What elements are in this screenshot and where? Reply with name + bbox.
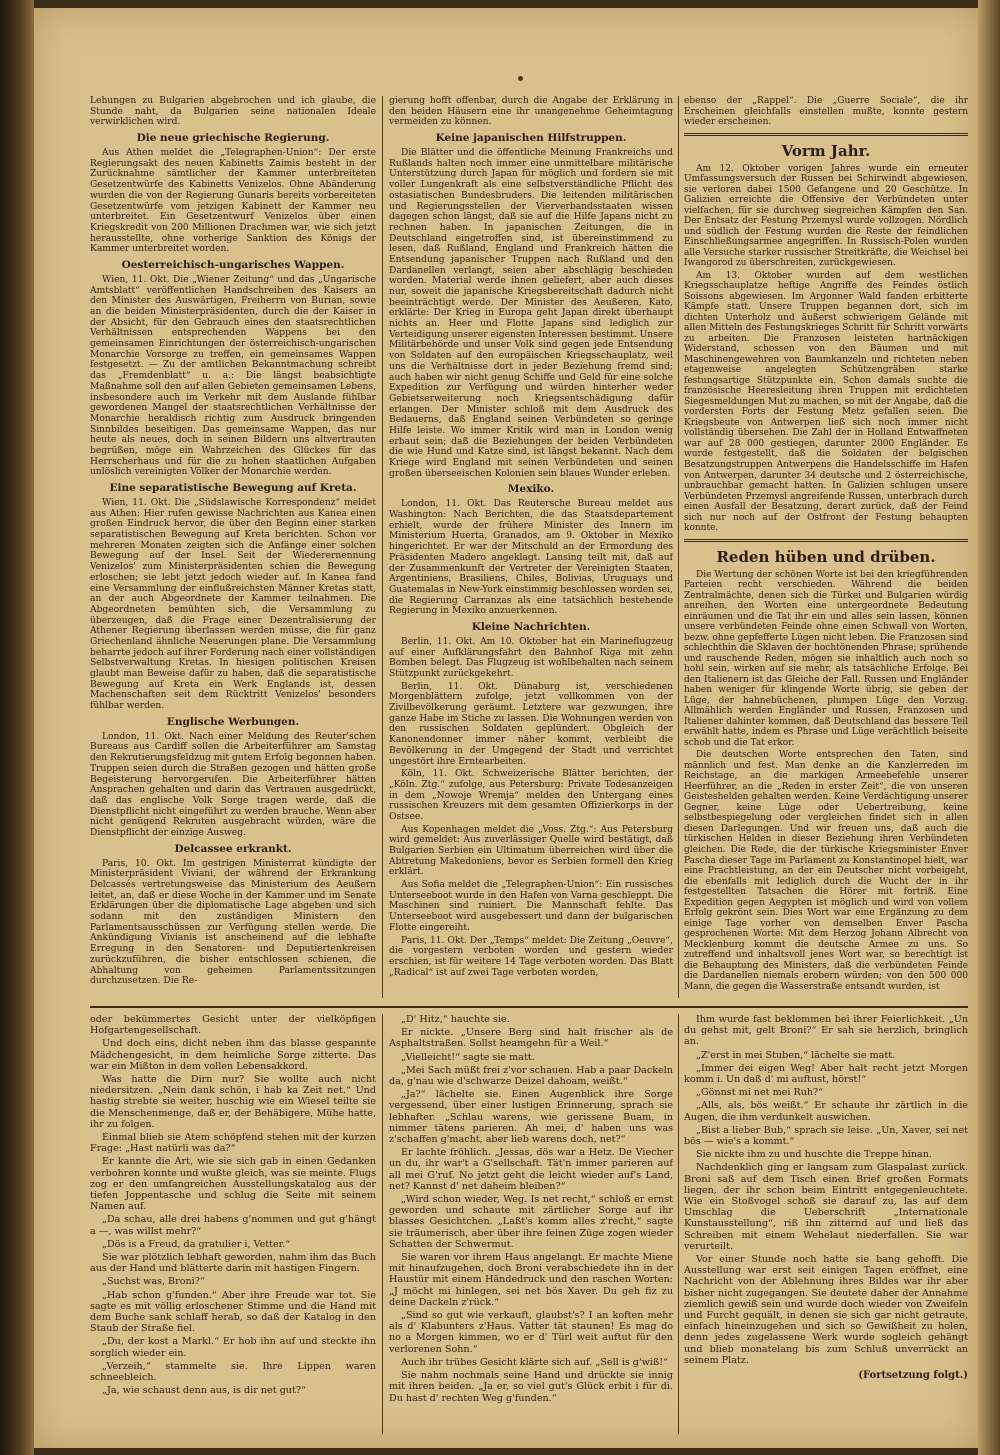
article-paragraph: Sie war plötzlich lebhaft geworden, nahm ihm das Buch aus der Hand und blätterte darin mit hastigen Fingern.: [90, 1252, 376, 1275]
article-paragraph: Paris, 10. Okt. Im gestrigen Ministerrat kündigte der Ministerpräsident Viviani, der während der Erkrankung Delcassés vertretungsweise das Ministerium des Aeußern leitet, an, daß er diese Woche in der Kammer und im Senate Erklärungen über die diplomatische Lage abgeben und sich sodann mit den zuständigen Ministern den Parlamentsausschüssen zur Verfügung stellen werde. Die Ankündigung Vivianis ist anscheinend auf die lebhafte Erregung in den Senatoren- und Deputiertenkreisen zurückzuführen, die bisher entschlossen schienen, die Abhaltung von geheimen Parlamentssitzungen durchzusetzen. Die Re-: [90, 858, 376, 987]
upper-column-1: [90, 96, 376, 998]
article-paragraph: Wien, 11. Okt. Die „Wiener Zeitung“ und das „Ungarische Amtsblatt“ veröffentlichen Handschreiben des Kaisers an den Minister des Auswärtigen, Freiherrn von Burian, sowie an die beiden Ministerpräsidenten, durch die der Kaiser in der Absicht, für den Gebrauch eines den staatsrechtlichen Verhältnissen entsprechenden Wappens bei den gemeinsamen Einrichtungen der österreichisch-ungarischen Monarchie Vorsorge zu treffen, ein gemeinsames Wappen festgesetzt. — Zu der amtlichen Bekanntmachung schreibt das „Fremdenblatt“ u. a.: Die längst beabsichtigte Maßnahme soll den auf allen Gebieten gemeinsamen Lebens, insbesondere auch im Verkehr mit dem Auslande fühlbar gewordenen Mangel der staatsrechtlichen Verhältnisse der Monarchie heraldisch richtig zum Ausdruck bringenden Sinnbildes beseitigen. Das gemeinsame Wappen, das nur heute als neues, doch in seinen Bildern uns altvertrauten begrüßen, möge ein Wahrzeichen des Glückes für das Herrscherhaus und für die zu hohen staatlichen Aufgaben unlöslich vereinigten Völker der Monarchie werden.: [90, 274, 376, 478]
article-paragraph: Lehungen zu Bulgarien abgebrochen und ich glaube, die Stunde naht, da Bulgarien seine nationalen Ideale verwirklichen wird.: [90, 96, 376, 128]
article-paragraph: Aus Athen meldet die „Telegraphen-Union“: Der erste Regierungsakt des neuen Kabinetts Zaimis besteht in der Zurücknahme sämtlicher der Kammer unterbreiteten Gesetzentwürfe des Kabinetts Venizelos. Ohne Abänderung wurden die von der Regierung Gunaris bereits vorbereiteten Gesetzentwürfe vom jetzigen Kabinett der Kammer neu unterbreitet. Ein Gesetzentwurf Venizelos über einen Kriegskredit von 200 Millionen Drachmen war, wie sich jetzt herausstellte, ohne vorherige Sanktion des Königs der Kammer unterbreitet worden.: [90, 148, 376, 255]
lower-column-2: [389, 1014, 673, 1434]
article-paragraph: „Bist a lieber Bub,“ sprach sie leise. „Un, Xaver, sei net bös — wie's a kommt.“: [684, 1124, 968, 1148]
article-paragraph: Nachdenklich ging er langsam zum Glaspalast zurück. Broni saß auf dem Tisch einen Brief großen Formats liegen, der ihr schon beim Eintritt entgegenleuchtete. Wie ein Stoßvogel schoß sie darauf zu, las auf dem Umschlag die Ueberschrift „Internationale Kunstausstellung“, riß ihn zitternd auf und ließ das Schreiben mit einem Wehelaut niederfallen. Sie war verurteilt.: [684, 1162, 968, 1252]
article-paragraph: „Gönnst mi net mei Ruh?“: [696, 1087, 824, 1099]
article-paragraph: Und doch eins, dicht neben ihm das blasse gespannte Mädchengesicht, in dem heimliche Sorge zitterte. Das war ein Mißton in dem vollen Lebensakkord.: [90, 1038, 376, 1072]
section-double-rule: [684, 133, 968, 136]
article-paragraph: „Du, der kost a Markl.“ Er hob ihn auf und steckte ihn sorglich wieder ein.: [90, 1336, 376, 1359]
page-edge: [978, 0, 1000, 1455]
article-paragraph: Paris, 11. Okt. Der „Temps“ meldet: Die Zeitung „Oeuvre“, die vorgestern verboten worden und gestern wieder erschien, ist für weitere 14 Tage verboten worden. Das Blatt „Radical“ ist auf zwei Tage verboten worden,: [389, 935, 673, 978]
article-paragraph: „Alls, als, bös weißt.“ Er schaute ihr zärtlich in die Augen, die ihm verdunkelt auswichen.: [684, 1100, 968, 1123]
article-paragraph: Er kannte die Art, wie sie sich gab in einen Gedanken verbohren konnte und wußte gleich, was sie meinte. Flugs zog er den umfangreichen Ausstellungskatalog aus der tiefen Joppentasche und schlug die Seite mit seinem Namen auf.: [90, 1156, 376, 1213]
article-heading: Oesterreichisch-ungarisches Wappen.: [121, 258, 345, 271]
article-paragraph: Was hatte die Dirn nur? Sie wollte auch nicht niedersitzen. „Nein dank schön, i hab ka Zeit net.“ Und hastig strebte sie weiter, huschig wie ein Wiesel teilte sie die Menschenmenge, daß er, der Behäbigere, Mühe hatte, ihr zu folgen.: [90, 1074, 376, 1130]
section-double-rule: [684, 539, 968, 542]
column-divider: [382, 96, 383, 998]
article-heading: Mexiko.: [507, 483, 555, 496]
lower-column-1: [90, 1014, 376, 1434]
article-paragraph: Köln, 11. Okt. Schweizerische Blätter berichten, der „Köln. Ztg.“ zufolge, aus Petersburg: Private Todesanzeigen in dem „Nowoje Wremja“ melden den Untergang eines russischen Kreuzers mit dem gesamten Offizierkorps in der Ostsee.: [389, 769, 673, 822]
article-paragraph: Am 13. Oktober wurden auf dem westlichen Kriegsschauplatze heftige Angriffe des Feindes östlich Soissons abgewiesen. Im Argonner Wald fanden erbitterte Kämpfe statt. Unsere Truppen begannen dort, sich im dichten Unterholz und äußerst schwierigem Gelände mit allen Mitteln des Festungskrieges Schritt für Schritt vorwärts zu arbeiten. Die Franzosen leisteten hartnäckigen Widerstand, schossen von den Bäumen und mit Maschinengewehren von Baumkanzeln und richteten neben etagenweise angelegten Schützengräben starke festungsartige Stützpunkte ein. Schon damals suchte die französische Heeresleitung ihren Truppen mit erdichteten Siegesmeldungen Mut zu machen, so mit der Angabe, daß die vordersten Forts der Festung Metz gefallen seien. Die Kriegsbeute von Antwerpen ließ sich noch immer nicht vollständig übersehen. Die Zahl der in Holland Entwaffneten war auf 28 000 gestiegen, darunter 2000 Engländer. Es wurde festgestellt, daß die Soldaten der belgischen Besatzungstruppen Antwerpens die Handelsschiffe im Hafen von Antwerpen, darunter 34 deutsche und 2 österreichische, unbrauchbar gemacht hatten. In Galizien schlugen unsere Verbündeten Przemysl angreifende Russen, unterbrach durch einen Ausfall der Besatzung, derart zurück, daß der Feind sich nur noch auf der Ostfront der Festung behaupten konnte.: [684, 270, 968, 534]
article-heading: Englische Werbungen.: [166, 715, 300, 728]
article-paragraph: Er nickte. „Unsere Berg sind halt frischer als de Asphaltstraßen. Sollst heamgehn für a Weil.“: [389, 1027, 673, 1050]
article-paragraph: Sie nahm nochmals seine Hand und drückte sie innig mit ihren beiden. „Ja er, so viel gut's Glück erbit i für di. Du hast d' rechten Weg g'funden.“: [389, 1370, 673, 1404]
article-paragraph: Aus Sofia meldet die „Telegraphen-Union“: Ein russisches Unterseeboot wurde in den Hafen von Varna geschleppt. Die Maschinen sind ruiniert. Die Mannschaft fehlte. Das Unterseeboot wird ausgebessert und dann der bulgarischen Flotte eingereiht.: [389, 880, 673, 933]
continuation-note: (Fortsetzung folgt.): [858, 1370, 968, 1382]
article-paragraph: Ihm wurde fast beklommen bei ihrer Feierlichkeit. „Un du gehst mit, gelt Broni?“ Er sah sie herzlich, bringlich an.: [684, 1014, 968, 1048]
article-paragraph: Die Blätter und die öffentliche Meinung Frankreichs und Rußlands halten noch immer eine unmittelbare militärische Unterstützung durch Japan für möglich und fordern sie mit voller Lungenkraft als eine selbstverständliche Pflicht des ostasiatischen Bundesbruders. Die leitenden militärischen und Regierungsstellen der Vierverbandsstaaten wissen dagegen schon längst, daß sie auf die Hilfe Japans nicht zu rechnen haben. In japanischen Zeitungen, die in Deutschland eingetroffen sind, ist übereinstimmend zu lesen, daß Rußland, England und Frankreich hätten die Entsendung japanischer Truppen nach Rußland und den Dardanellen verlangt, seien aber abschlägig beschieden worden. Material werde ihnen geliefert, aber auch dieses nur, soweit die japanische Kriegsbereitschaft dadurch nicht beeinträchtigt werde. Der Minister des Aeußeren, Kato, erklärte: Der Krieg in Europa geht Japan direkt überhaupt nichts an. Heer und Flotte Japans sind lediglich zur Verteidigung unserer eigensten Interessen bestimmt. Unsere Militärbehörde und unser Volk sind gegen jede Entsendung von Soldaten auf den europäischen Kriegsschauplatz, weil uns die Verhältnisse dort in jeder Beziehung fremd sind; auch haben wir nicht genug Schiffe und Geld für eine solche Expedition zur Verfügung und würden hinterher weder Gebietserweiterung noch Kriegsentschädigung dafür erlangen. Der Minister schloß mit dem Ausdruck des Bedauerns, daß England seinen Verbündeten so geringe Hilfe leiste. Wo immer Kritik wird man in London wenig erbaut sein; daß die Beziehungen der beiden Verbündeten die wie Hund und Katze sind, ist längst bekannt. Nach dem Kriege wird England mit seinen Verbündeten und seinen großen überseeischen Kolonien sein blaues Wunder erleben.: [389, 148, 673, 479]
article-paragraph: Berlin, 11. Okt. Dünaburg ist, verschiedenen Morgenblättern zufolge, jetzt vollkommen von der Zivilbevölkerung geräumt. Letztere war gezwungen, ihre ganze Habe im Stiche zu lassen. Die Wohnungen werden von den russischen Soldaten geplündert. Obgleich der Kanonendonner immer näher kommt, verbleibt die Bevölkerung in der Umgegend der Stadt und verrichtet ungestört ihre Erntearbeiten.: [389, 681, 673, 767]
article-heading: Reden hüben und drüben.: [716, 547, 936, 566]
article-heading: Delcassee erkrankt.: [174, 842, 292, 855]
article-paragraph: Die Wertung der schönen Worte ist bei den kriegführenden Parteien recht verschieden. Während die beiden Zentralmächte, denen sich die Türkei und Bulgarien würdig anreihen, den Worten eine untergeordnete Bedeutung einräumen und die Tat ihr ein und alles sein lassen, können unsere verbündeten Feinde ohne einen Schwall von Worten, bezw. ohne gepfefferte Lügen nicht leben. Die Franzosen sind schlechthin die Sklaven der hochtönenden Phrase; sprühende und rauschende Reden, mögen sie inhaltlich auch noch so hohl sein, wirken auf sie mehr, als tatsächliche Erfolge. Bei den Italienern ist das Gleiche der Fall. Russen und Engländer haben weniger für klingende Worte übrig, sie geben der Lüge, der hahnebüchenen, plumpen Lüge den Vorzug. Allmählich werden Engländer und Russen, Franzosen und Italiener dahinter kommen, daß Deutschland das bessere Teil erwählt hatte, indem es Phrase und Lüge verächtlich beiseite schob und die Tat erkor.: [684, 569, 968, 748]
article-paragraph: London, 11. Okt. Das Reutersche Bureau meldet aus Washington: Nach Berichten, die das Staatsdepartement erhielt, wurde der frühere Minister des Innern im Ministerium Huerta, Granados, am 9. Oktober in Mexiko hingerichtet. Er war der Mitschuld an der Ermordung des Präsidenten Madero angeklagt. Lansing teilt mit, daß auf der Zusammenkunft der Vertreter der Vereinigten Staaten, Argentiniens, Brasiliens, Chiles, Bolivias, Uruguays und Guatemalas in New-York einstimmig beschlossen worden sei, die Regierung Carranzas als eine tatsächlich bestehende Regierung in Mexiko anzuerkennen.: [389, 499, 673, 617]
article-paragraph: Sie nickte ihm zu und huschte die Treppe hinan.: [696, 1149, 933, 1161]
article-heading: Keine japanischen Hilfstruppen.: [435, 132, 627, 145]
article-paragraph: Einmal blieb sie Atem schöpfend stehen mit der kurzen Frage: „Hast natürli was da?“: [90, 1132, 376, 1155]
article-paragraph: „D' Hitz,“ hauchte sie.: [401, 1014, 510, 1025]
article-paragraph: Die deutschen Worte entsprechen den Taten, sind männlich und fest. Man denke an die Kanzlerreden im Reichstage, an die markigen Armeebefehle unserer Heerführer, an die „Reden in erster Zeit“, die von unseren Geisteshelden gehalten werden. Keine Verdächtigung unserer Gegner, keine Lüge oder Uebertreibung, keine selbstbespiegelung oder vergleichen findet sich in allen diesen Darlegungen. Und wir freuen uns, daß auch die türkischen Helden in dieser Beziehung ihren Verbündeten gleichen. Die Rede, die der türkische Kriegsminister Enver Pascha dieser Tage im Parlament zu Konstantinopel hielt, war eine Prachtleistung, an der ein Deutscher nicht vorbeigeht, die ebenfalls mit lediglich durch die Wucht der in ihr festgestellten Tatsachen die Hörer mit fortriß. Eine Expedition gegen Aegypten ist möglich und wird von vollem Erfolg gekrönt sein. Dies Wort war eine Ergänzung zu dem einige Tage vorher von demselben Enver Pascha gesprochenen Worte: Mit dem Herzog Johann Albrecht von Mecklenburg kommt die deutsche Armee zu uns. So zutreffend und inhaltsvoll jenes Wort war, so berechtigt ist die Behauptung des Ministers, daß die verbündeten Feinde die Dardanellen niemals erobern würden; von den 500 000 Mann, die gegen die Wasserstraße entsandt wurden, ist: [684, 750, 968, 992]
article-paragraph: „Vielleicht!“ sagte sie matt.: [401, 1051, 535, 1063]
article-paragraph: Er lachte fröhlich. „Jessas, dös war a Hetz. De Viecher un du, ihr war't a G'sellschaft. Tät'n immer parieren auf all mei G'ruf. No jetzt geht die leicht wieder auf's Land, net? Kannst d' net daheim bleiben?“: [389, 1147, 673, 1192]
column-divider: [382, 1014, 383, 1434]
article-paragraph: „Ja?“ lächelte sie. Einen Augenblick ihre Sorge vergessend, über einer lustigen Erinnerung, sprach sie lebhafter. „Schlau warens, wie gerissene Buam, in nimmer tätens parieren. Ah mei, d' haben uns was z'schaffen g'macht, aber lieb warens doch, net?“: [389, 1089, 673, 1146]
article-paragraph: „Da schau, alle drei habens g'nommen und gut g'hängt a —, was willst mehr?“: [90, 1214, 376, 1237]
article-heading: Kleine Nachrichten.: [471, 620, 591, 633]
article-paragraph: „Wird schon wieder, Weg. Is net recht,“ schloß er ernst geworden und schaute mit zärtlicher Sorge auf ihr blasses Gesichtchen. „Laßt's komm alles z'recht,“ sagte sie träumerisch, aber über ihre feinen Züge zogen wieder Schatten der Schwermut.: [389, 1194, 673, 1250]
article-paragraph: „Mei Sach müßt frei z'vor schauen. Hab a paar Dackeln da, g'nau wie d'schwarze Deizel dahoam, weißt.“: [389, 1064, 673, 1088]
article-paragraph: „Dös is a Freud, da gratulier i, Vetter.“: [102, 1238, 291, 1250]
article-paragraph: „Suchst was, Broni?“: [102, 1276, 205, 1288]
feuilleton-rule: [90, 1006, 968, 1008]
article-paragraph: Auch ihr trübes Gesicht klärte sich auf. „Sell is g'wiß!“: [401, 1356, 669, 1368]
article-paragraph: Berlin, 11. Okt. Am 10. Oktober hat ein Marineflugzeug auf einer Aufklärungsfahrt den Bahnhof Riga mit zehn Bomben belegt. Das Flugzeug ist wohlbehalten nach seinem Stützpunkt zurückgekehrt.: [389, 636, 673, 679]
page-mark: [518, 76, 523, 81]
article-heading: Vorm Jahr.: [781, 141, 871, 160]
lower-column-3: [684, 1014, 968, 1434]
article-paragraph: „Hab schon g'funden.“ Aber ihre Freude war tot. Sie sagte es mit völlig erloschener Stimme und die Hand mit dem Buche sank schlaff herab, so daß der Katalog in den Staub der Straße fiel.: [90, 1289, 376, 1335]
book-spine: [0, 0, 34, 1455]
column-divider: [678, 96, 679, 998]
article-paragraph: „Immer dei eigen Weg! Aber halt recht jetzt Morgen komm i. Un daß d' mi auftust, hörst!“: [684, 1062, 968, 1086]
article-paragraph: ebenso der „Rappel“. Die „Guerre Sociale“, die ihr Erscheinen gleichfalls einstellen mußte, konnte gestern wieder erscheinen.: [684, 96, 968, 128]
article-heading: Die neue griechische Regierung.: [136, 132, 330, 145]
column-divider: [678, 1014, 679, 1434]
article-paragraph: Sie waren vor ihrem Haus angelangt. Er machte Miene mit hinaufzugehen, doch Broni verabschiedete ihn in der Haustür mit einem Händedruck und den raschen Worten: „J möcht mi hinlegen, sei net bös Xaver. Du geh fiz zu deine Dackeln z'rück.“: [389, 1252, 673, 1308]
article-paragraph: „Verzeih,“ stammelte sie. Ihre Lippen waren schneebleich.: [90, 1360, 376, 1384]
upper-column-3: [684, 96, 968, 998]
article-paragraph: London, 11. Okt. Nach einer Meldung des Reuter'schen Bureaus aus Cardiff sollen die Arbeiterführer am Samstag den Rekrutierungsfeldzug mit gutem Erfolg begonnen haben. Truppen seien durch die Straßen gezogen und hätten große Begeisterung hervorgerufen. Die Arbeiterführer hätten Ansprachen gehalten und darin das Vertrauen ausgedrückt, daß das englische Volk Sorge tragen werde, daß die Dienstpflicht nicht eingeführt zu werden brauche. Wenn aber nicht genügend Rekruten ausgebracht würden, wäre die Dienstpflicht der einzige Ausweg.: [90, 731, 376, 838]
article-paragraph: Vor einer Stunde noch hatte sie bang gehofft. Die Ausstellung war erst seit einigen Tagen eröffnet, eine Nachricht von der Ablehnung ihres Bildes war ihr aber bisher nicht zugegangen. Sie deutete daher der Annahme ziemlich gewiß sein und wurde doch wieder von Zweifeln und Furcht gequält, in denen sie sich gar nicht getraute, einfach hineinzugehen und sich so Gewißheit zu holen, denn jedes zugelassene Werk wurde sogleich gehängt und blieb monatelang bis zum Schluß unverrückt an seinem Platz.: [684, 1254, 968, 1366]
article-paragraph: Aus Kopenhagen meldet die „Voss. Ztg.“: Aus Petersburg wird gemeldet: Aus zuverlässiger Quelle wird bestätigt, daß Bulgarien Serbien ein Ultimatum überreichen wird über die Abtretung Makedoniens, bevor es Serbien formell den Krieg erklärt.: [389, 824, 673, 878]
article-heading: Eine separatistische Bewegung auf Kreta.: [109, 482, 357, 494]
article-paragraph: Wien, 11. Okt. Die „Südslawische Korrespondenz“ meldet aus Athen: Hier rufen gewisse Nachrichten aus Kanea einen großen Eindruck hervor, die über den Beginn einer starken separatistischen Bewegung auf Kreta berichten. Schon vor mehreren Monaten zeigten sich die Anfänge einer solchen Bewegung auf der Insel. Seit der Wiederernennung Venizelos' zum Ministerpräsidenten schien die Bewegung erloschen; sie lebt jetzt jedoch wieder auf. In Kanea fand eine Versammlung der einflußreichsten Männer Kretas statt, an der auch Abgeordnete der Kammer teilnahmen. Die Abgeordneten bemühten sich, die Versammlung zu überzeugen, daß die Frage einer Dezentralisierung der Athener Regierung überlassen werden müsse, die für ganz Griechenland ähnliche Neuerungen plane. Die Versammlung beharrte jedoch auf ihrer Forderung nach einer vollständigen Selbstverwaltung Kretas. In hiesigen politischen Kreisen glaubt man Beweise dafür zu haben, daß die separatistische Bewegung auf Kreta ein Werk Englands ist, dessen Machenschaften seit dem Rücktritt Venizelos' besonders fühlbar werden.: [90, 498, 376, 712]
article-paragraph: oder bekümmertes Gesicht unter der vielköpfigen Hofgartengesellschaft.: [90, 1014, 376, 1037]
article-paragraph: gierung hofft offenbar, durch die Angabe der Erklärung in den beiden Häusern eine ihr unangenehme Geheimtagung vermeiden zu können.: [389, 96, 673, 128]
article-paragraph: „Ja, wie schaust denn aus, is dir net gut?“: [102, 1385, 306, 1397]
article-paragraph: Am 12. Oktober vorigen Jahres wurde ein erneuter Umfassungsversuch der Russen bei Schirwindt abgewiesen, sie verloren dabei 1500 Gefangene und 20 Geschütze. In Galizien erreichte die Offensive der Verbündeten unter vielfachen, für sie durchweg siegreichen Kämpfen den San. Der Entsatz der Festung Przemysl wurde vollzogen. Nördlich und südlich der Festung wurden die Reste der feindlichen Einschließungsarmee angegriffen. In Russisch-Polen wurden alle Versuche starker russischer Streitkräfte, die Weichsel bei Iwangorod zu überschreiten, zurückgewiesen.: [684, 163, 968, 269]
upper-column-2: [389, 96, 673, 998]
article-paragraph: „Z'erst in mei Stuben,“ lächelte sie matt.: [696, 1049, 896, 1061]
article-paragraph: „Sind so gut wie verkauft, glaubst's? I an koften mehr als d' Klabunters z'Haus. Vatter tät staunen! Es mag do no a Morgen kimmen, wo er d' Türl weit auftut für den verlorenen Sohn.“: [389, 1310, 673, 1355]
